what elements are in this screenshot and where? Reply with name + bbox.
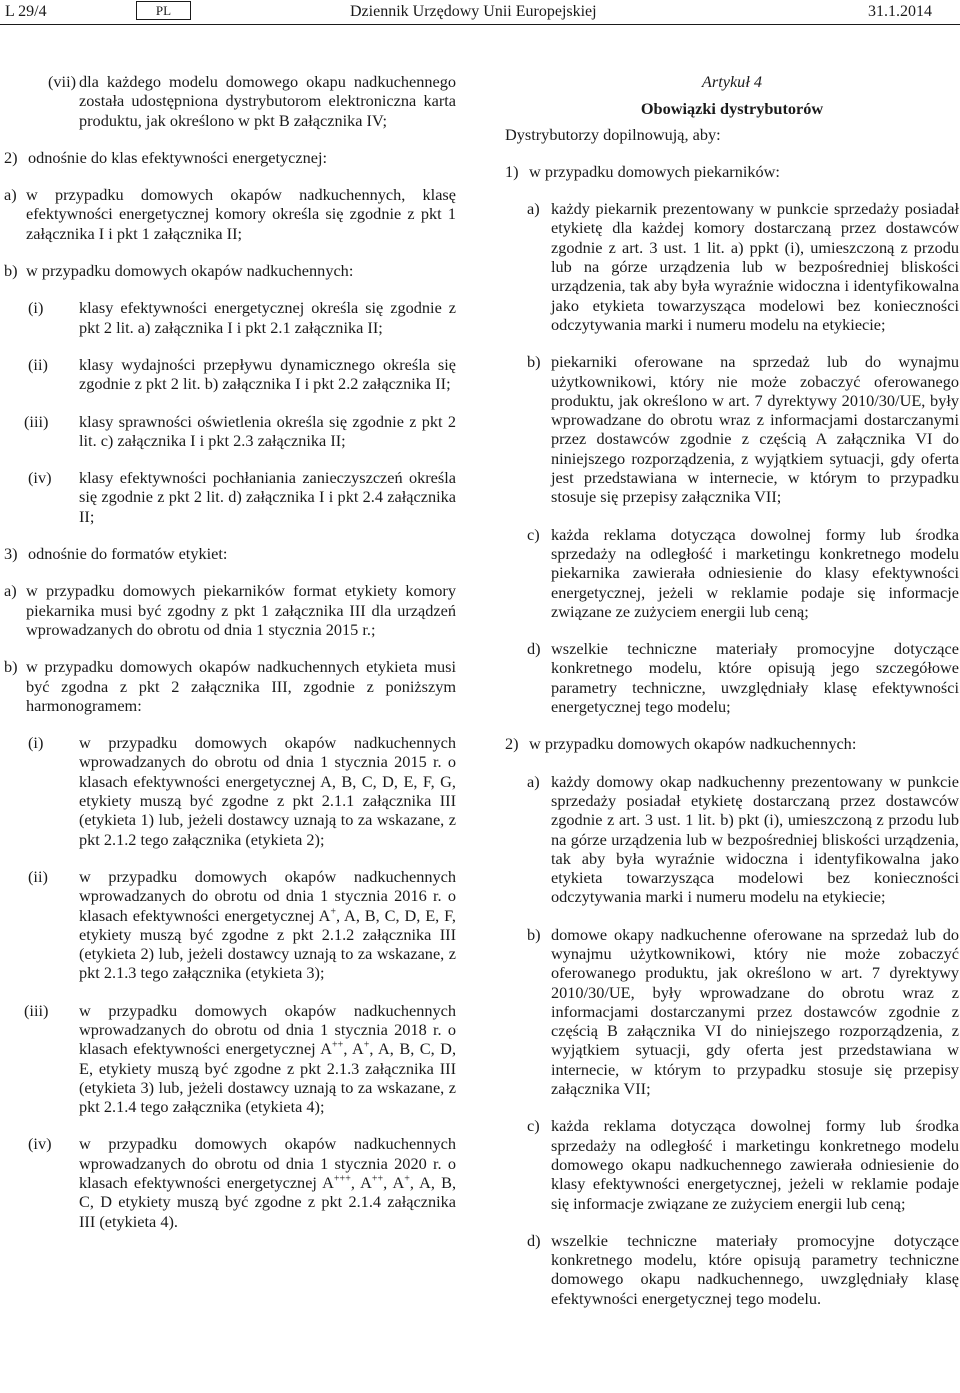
item-text: w przypadku domowych okapów nadkuchennych etykieta musi być zgodna z pkt 2 załącznika III, zgodnie z poniższym harmonogramem: — [26, 657, 456, 715]
item-label: 2) — [505, 734, 519, 754]
item-label: a) — [527, 199, 540, 219]
item-2b — [4, 261, 456, 280]
item-text: każdy domowy okap nadkuchenny prezentowany w punkcie sprzedaży posiadał etykietę dostarczaną przez dostawców zgodnie z art. 3 ust. 1 lit. b) pkt (i), umieszczoną z przodu lub na górze urządzenia lub w bezpośredniej bliskości urządzenia, tak aby była wyraźnie widoczna i identyfikowalna jako etykieta towarzysząca modelowi bez konieczności odczytywania marki i numeru modelu na etykiecie; — [551, 771, 959, 907]
item-3b-iv — [4, 1134, 456, 1230]
page-header — [0, 0, 960, 26]
item-label: 1) — [505, 161, 519, 181]
item-r1c — [505, 525, 959, 621]
item-label: (i) — [28, 733, 44, 753]
item-label: (iv) — [28, 1134, 52, 1154]
item-text: w przypadku domowych okapów nadkuchennych wprowadzanych do obrotu od dnia 1 stycznia 2016 r. o klasach efektywności energetycznej A+, A, B, C, D, E, F, etykiety muszą być zgodne z pkt 2.1.2 załącznika III (etykieta 2) lub, jeżeli dostawcy uznają to za wskazane, z pkt 2.1.3 tego załącznika (etykieta 3); — [79, 866, 456, 983]
item-label: c) — [527, 1116, 540, 1136]
item-label: a) — [4, 185, 17, 205]
item-text: wszelkie techniczne materiały promocyjne dotyczące konkretnego modelu, które opisują parametry techniczne domowego okapu nadkuchennego, uwzględniały klasę efektywności energetycznej tego modelu. — [551, 1230, 959, 1308]
item-r1a — [505, 199, 959, 334]
item-2 — [4, 148, 456, 167]
item-r2d — [505, 1231, 959, 1308]
item-label: (ii) — [28, 866, 48, 886]
item-text: klasy efektywności pochłaniania zanieczyszczeń określa się zgodnie z pkt 2 lit. d) załącznika I i pkt 2.4 załącznika II; — [79, 468, 456, 526]
item-r2a — [505, 772, 959, 907]
item-3b-ii — [4, 867, 456, 983]
item-label: (iii) — [24, 411, 49, 431]
item-3 — [4, 544, 456, 563]
item-label: a) — [4, 581, 17, 601]
item-text: w przypadku domowych okapów nadkuchennych: — [529, 734, 857, 754]
item-vii — [4, 72, 456, 130]
article-intro: Dystrybutorzy dopilnowują, aby: — [505, 124, 721, 144]
item-text: odnośnie do formatów etykiet: — [28, 544, 228, 564]
right-column — [505, 72, 959, 1308]
item-label: b) — [527, 352, 541, 372]
item-text: w przypadku domowych okapów nadkuchennych: — [26, 261, 354, 281]
item-2b-iii — [4, 412, 456, 451]
item-2b-ii — [4, 355, 456, 394]
item-label: c) — [527, 524, 540, 544]
item-text: klasy sprawności oświetlenia określa się zgodnie z pkt 2 lit. c) załącznika I i pkt 2.3 załącznika II; — [79, 411, 456, 450]
item-label: b) — [527, 924, 541, 944]
article-number: Artykuł 4 — [701, 72, 763, 91]
journal-title: Dziennik Urzędowy Unii Europejskiej — [350, 3, 597, 20]
item-3b-iii — [4, 1001, 456, 1117]
item-2b-i — [4, 298, 456, 337]
item-label: a) — [527, 771, 540, 791]
item-3b — [4, 657, 456, 715]
item-label: 3) — [4, 544, 18, 564]
item-r1 — [505, 162, 959, 181]
item-3b-i — [4, 733, 456, 849]
item-2b-iv — [4, 468, 456, 526]
item-text: w przypadku domowych okapów nadkuchennych wprowadzanych do obrotu od dnia 1 stycznia 2015 r. o klasach efektywności energetycznej A, B, C, D, E, F, G, etykiety muszą być zgodne z pkt 2.1.1 załącznika III (etykieta 1) lub, jeżeli dostawcy uznają to za wskazane, z pkt 2.1.2 tego załącznika (etykieta 2); — [79, 733, 456, 849]
item-text: w przypadku domowych piekarników format etykiety komory piekarnika musi być zgodny z pkt 1 załącznika III dla urządzeń wprowadzanych do obrotu od dnia 1 stycznia 2015 r.; — [26, 581, 456, 639]
item-label: (iv) — [28, 468, 52, 488]
item-r2c — [505, 1116, 959, 1212]
item-text: wszelkie techniczne materiały promocyjne dotyczące konkretnego modelu, które opisują jego szczegółowe parametry techniczne, uwzględniały klasę efektywności energetycznej tego modelu; — [551, 639, 959, 717]
item-label: b) — [4, 261, 18, 281]
item-label: (vii) — [48, 72, 77, 91]
item-r2b — [505, 925, 959, 1099]
item-label: (i) — [28, 298, 44, 318]
item-text: każda reklama dotycząca dowolnej formy lub środka sprzedaży na odległość i marketingu konkretnego modelu domowego okapu nadkuchennego zawierała odniesienie do klasy efektywności energetycznej, jeżeli w reklamie podaje się informacje związane ze zużyciem energii lub ceną; — [551, 1116, 959, 1213]
item-label: b) — [4, 657, 18, 677]
header-rule — [0, 24, 960, 25]
item-r2 — [505, 734, 959, 753]
item-label: d) — [527, 1230, 541, 1250]
item-3a — [4, 581, 456, 639]
item-text: domowe okapy nadkuchenne oferowane na sprzedaż lub do wynajmu użytkownikowi, który nie może zobaczyć oferowanego produktu, jak określono w art. 7 dyrektywy 2010/30/UE, były wprowadzane do obrotu wraz z informacjami dostarczanymi przez dostawców zgodnie z częścią B załącznika VI do niniejszego rozporządzenia, z wyjątkiem sytuacji, gdy oferta jest przedstawiana w internecie, w którym to przypadku stosuje się przepisy załącznika VII; — [551, 924, 959, 1099]
language-badge: PL — [136, 1, 191, 20]
item-label: (ii) — [28, 354, 48, 374]
item-text: każdy piekarnik prezentowany w punkcie sprzedaży posiadał etykietę dla każdej komory dostarczaną przez dostawców zgodnie z art. 3 ust. 1 lit. a) ppkt (i), umieszczoną z przodu lub na górze urządzenia lub w bezpośredniej bliskości urządzenia, tak aby była wyraźnie widoczna i identyfikowalna jako etykieta towarzysząca modelowi bez konieczności odczytywania marki i numeru modelu na etykiecie; — [551, 199, 959, 334]
item-label: (iii) — [24, 1000, 49, 1020]
item-text: w przypadku domowych okapów nadkuchennych wprowadzanych do obrotu od dnia 1 stycznia 2018 r. o klasach efektywności energetycznej A++, A+, A, B, C, D, E, etykiety muszą być zgodne z pkt 2.1.3 załącznika III (etykieta 3) lub, jeżeli dostawcy uznają to za wskazane, z pkt 2.1.4 tego załącznika (etykieta 4); — [79, 1000, 457, 1117]
item-r1b — [505, 352, 959, 506]
item-label: d) — [527, 639, 541, 659]
page-number: L 29/4 — [5, 3, 47, 20]
item-r1d — [505, 639, 959, 716]
item-text: w przypadku domowych piekarników: — [529, 161, 780, 181]
publication-date: 31.1.2014 — [868, 3, 932, 20]
item-text: odnośnie do klas efektywności energetycznej: — [28, 147, 328, 167]
item-label: 2) — [4, 147, 18, 167]
item-2a — [4, 185, 456, 243]
item-text: w przypadku domowych okapów nadkuchennych, klasę efektywności energetycznej komory określa się zgodnie z pkt 1 załącznika I i pkt 1 załącznika II; — [26, 185, 456, 243]
article-title: Obowiązki dystrybutorów — [640, 99, 824, 119]
item-text: dla każdego modelu domowego okapu nadkuchennego została udostępniona dystrybutorom elektroniczna karta produktu, jak określono w pkt B załącznika IV; — [79, 72, 456, 130]
item-text: klasy efektywności energetycznej określa się zgodnie z pkt 2 lit. a) załącznika I i pkt 2.1 załącznika II; — [79, 298, 456, 337]
left-column — [4, 72, 456, 1231]
item-text: w przypadku domowych okapów nadkuchennych wprowadzanych do obrotu od dnia 1 stycznia 2020 r. o klasach efektywności energetycznej A+++, A++, A+, A, B, C, D etykiety muszą być zgodne z pkt 2.1.4 załącznika III (etykieta 4). — [79, 1134, 457, 1231]
item-text: klasy wydajności przepływu dynamicznego określa się zgodnie z pkt 2 lit. b) załącznika I i pkt 2.2 załącznika II; — [79, 354, 456, 394]
item-text: każda reklama dotycząca dowolnej formy lub środka sprzedaży na odległość i marketingu konkretnego modelu piekarnika zawierała odniesienie do klasy efektywności energetycznej, jeżeli w reklamie podaje się informacje związane ze zużyciem energii lub ceną; — [551, 524, 959, 621]
item-text: piekarniki oferowane na sprzedaż lub do wynajmu użytkownikowi, który nie może zobaczyć oferowanego produktu, jak określono w art. 7 dyrektywy 2010/30/UE, były wprowadzane do obrotu wraz z informacjami dostarczanymi przez dostawców zgodnie z częścią A załącznika VI do niniejszego rozporządzenia, z wyjątkiem sytuacji, gdy oferta jest przedstawiana w internecie, w którym to przypadku stosuje się przepisy załącznika VII; — [551, 352, 959, 507]
